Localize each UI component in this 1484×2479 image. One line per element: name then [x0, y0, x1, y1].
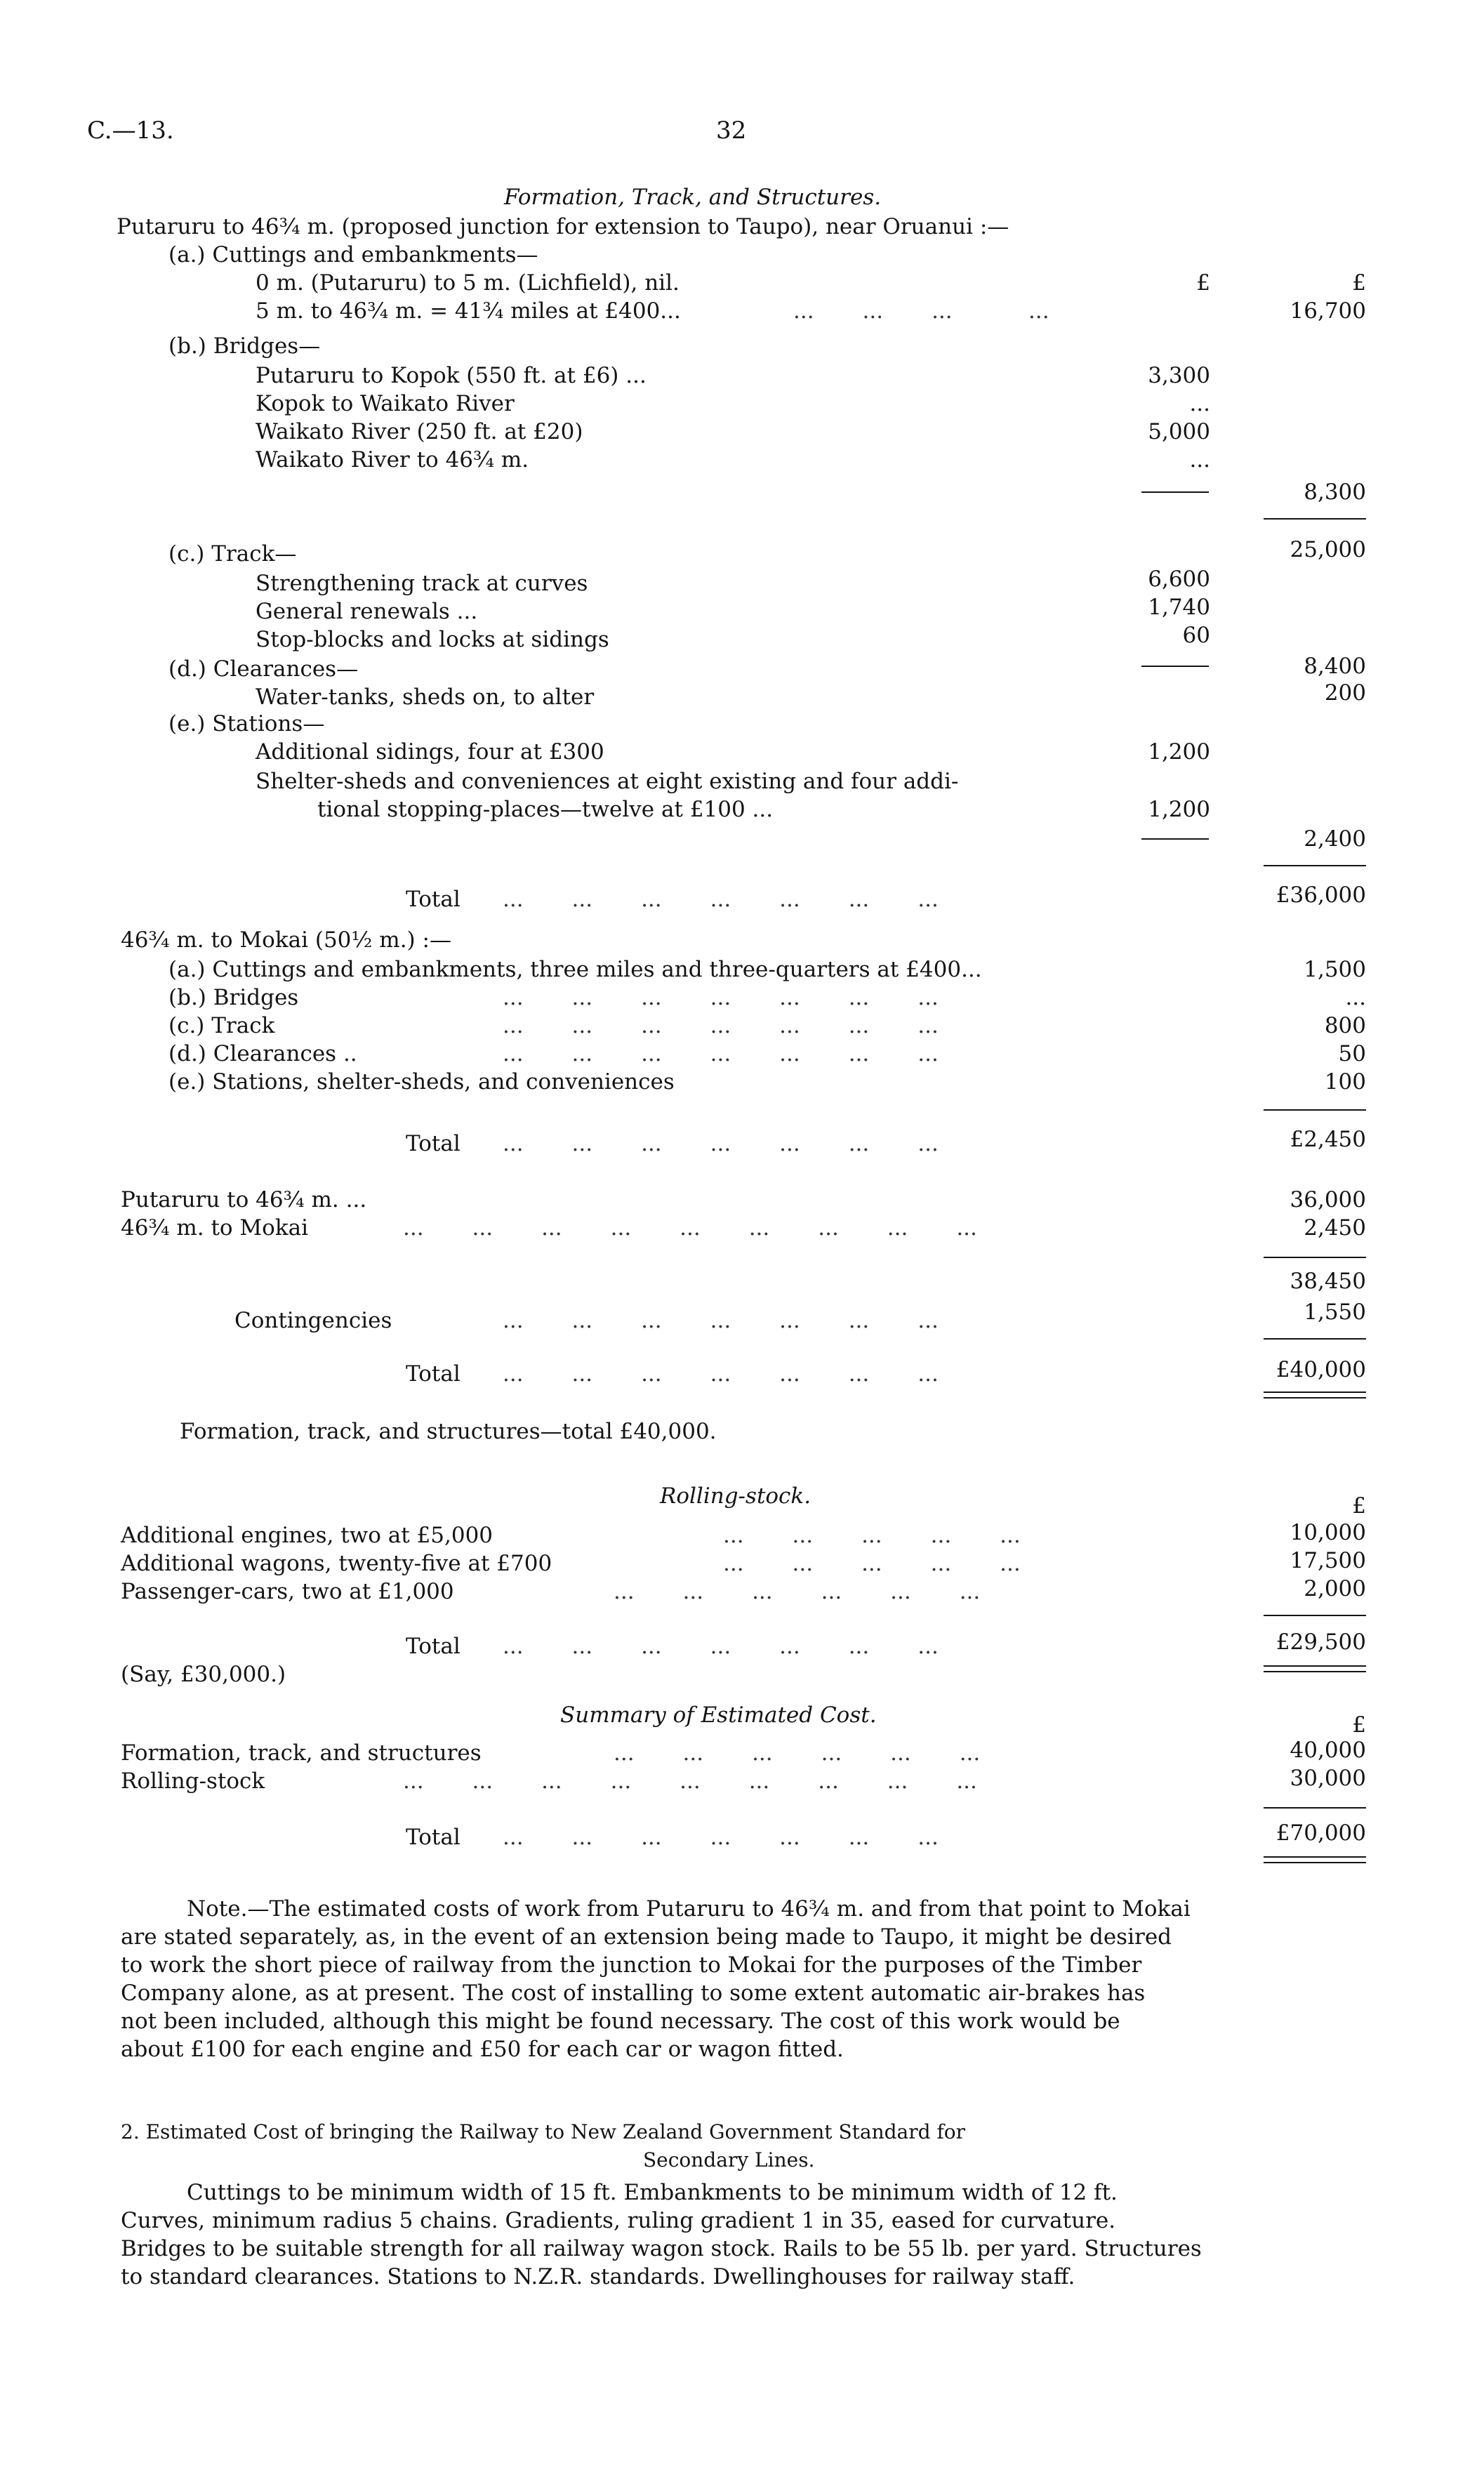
page-number: 32 [716, 117, 747, 145]
rolling-item-2: Additional wagons, twenty-five at £700 [121, 1551, 552, 1576]
bridge-item-3-value: 5,000 [1148, 419, 1210, 444]
section2-heading-line-1: 2. Estimated Cost of bringing the Railway to New Zealand Government Standard for [121, 2120, 966, 2143]
recap-line-1: Putaruru to 46¾ m. ... [121, 1187, 367, 1212]
mokai-item-5: (e.) Stations, shelter-sheds, and conveniences [168, 1069, 675, 1095]
leader-dots: ... ... ... ... ... ... ... ... ... [403, 1769, 977, 1794]
clearances-label: (d.) Clearances— [168, 656, 359, 682]
mokai-item-3-value: 800 [1324, 1013, 1366, 1038]
summary-item-1: Formation, track, and structures [121, 1740, 482, 1766]
recap-sum: 38,450 [1290, 1269, 1366, 1294]
track-item-1: Strengthening track at curves [256, 571, 588, 596]
track-item-3: Stop-blocks and locks at sidings [256, 627, 609, 652]
bridge-item-1-value: 3,300 [1148, 363, 1210, 388]
rule [1264, 518, 1366, 520]
putaruru-heading: Putaruru to 46¾ m. (proposed junction for extension to Taupo), near Oruanui :— [117, 214, 1009, 239]
leader-dots: ... ... ... ... ... ... ... [503, 1634, 939, 1659]
rule [1264, 1856, 1366, 1858]
mokai-item-3: (c.) Track [168, 1013, 275, 1038]
leader-dots: ... ... ... ... ... ... ... [503, 887, 939, 912]
recap-line-2: 46¾ m. to Mokai [121, 1215, 309, 1241]
mokai-item-2-value: ... [1345, 985, 1366, 1010]
rule [1264, 1391, 1366, 1393]
bridges-total: 8,300 [1304, 480, 1366, 505]
track-item-3-value: 60 [1182, 623, 1210, 648]
bridge-item-2-value: ... [1189, 391, 1210, 416]
rule [1264, 1665, 1366, 1667]
mokai-item-5-value: 100 [1324, 1069, 1366, 1095]
leader-dots: ... ... ... ... ... ... [614, 1740, 981, 1766]
recap-line-2-value: 2,450 [1304, 1215, 1366, 1241]
leader-dots: ... ... ... ... ... ... ... ... ... [403, 1215, 977, 1241]
track-item-1-value: 6,600 [1148, 567, 1210, 592]
clearances-item: Water-tanks, sheds on, to alter [256, 685, 595, 710]
stations-label: (e.) Stations— [168, 711, 325, 736]
mokai-total: £2,450 [1290, 1127, 1366, 1152]
mokai-item-1: (a.) Cuttings and embankments, three miles and three-quarters at £400... [168, 957, 982, 982]
rule [1264, 865, 1366, 866]
pound-sign-col2: £ [1352, 270, 1366, 296]
rule [1264, 1109, 1366, 1111]
bridge-item-1: Putaruru to Kopok (550 ft. at £6) ... [256, 363, 647, 388]
stations-total: 2,400 [1304, 826, 1366, 852]
leader-dots: ... ... ... ... ... ... ... [503, 1013, 939, 1038]
pound-sign-col1: £ [1196, 270, 1210, 296]
bridge-item-2: Kopok to Waikato River [256, 391, 515, 416]
recap-total: £40,000 [1276, 1357, 1366, 1382]
stations-item-2b: tional stopping-places—twelve at £100 ... [317, 797, 774, 822]
leader-dots: ... ... ... ... ... ... ... [503, 985, 939, 1010]
stations-item-1-value: 1,200 [1148, 739, 1210, 765]
cuttings-label: (a.) Cuttings and embankments— [168, 242, 538, 267]
mokai-item-4: (d.) Clearances .. [168, 1041, 357, 1066]
note-line-6: about £100 for each engine and £50 for each car or wagon fitted. [121, 2037, 844, 2062]
track-total: 8,400 [1304, 654, 1366, 679]
summary-item-2: Rolling-stock [121, 1769, 265, 1794]
leader-dots: ... ... ... ... ... [723, 1551, 1021, 1576]
leader-dots: ... ... ... ... ... ... ... [503, 1308, 939, 1333]
note-line-1: Note.—The estimated costs of work from Putaruru to 46¾ m. and from that point to Mokai [187, 1896, 1191, 1922]
mokai-heading: 46¾ m. to Mokai (50½ m.) :— [121, 927, 451, 953]
subtotal-ab: 25,000 [1290, 537, 1366, 562]
note-line-4: Company alone, as at present. The cost of installing to some extent automatic air-brakes has [121, 1981, 1146, 2006]
leader-dots: ... ... ... ... ... [723, 1523, 1021, 1548]
section2-heading-line-2: Secondary Lines. [643, 2148, 815, 2171]
rolling-item-2-value: 17,500 [1290, 1548, 1366, 1573]
section2-line-3: Bridges to be suitable strength for all railway wagon stock. Rails to be 55 lb. per yard. Structures [121, 2236, 1202, 2261]
section2-line-1: Cuttings to be minimum width of 15 ft. Embankments to be minimum width of 12 ft. [187, 2180, 1118, 2205]
summary-total: £70,000 [1276, 1820, 1366, 1846]
cuttings-line-2: 5 m. to 46¾ m. = 41¾ miles at £400... [256, 298, 681, 324]
rolling-total-label: Total [406, 1634, 461, 1659]
recap-total-label: Total [406, 1361, 461, 1387]
formation-title: Formation, Track, and Structures. [504, 185, 882, 210]
rule [1264, 1862, 1366, 1863]
stations-item-2a: Shelter-sheds and conveniences at eight existing and four addi- [256, 769, 959, 794]
section2-line-2: Curves, minimum radius 5 chains. Gradients, ruling gradient 1 in 35, eased for curvature. [121, 2208, 1116, 2233]
bridge-item-4-value: ... [1189, 447, 1210, 472]
mokai-item-2: (b.) Bridges [168, 985, 299, 1010]
leader-dots: ... ... ... ... ... ... ... [503, 1361, 939, 1387]
mokai-item-1-value: 1,500 [1304, 957, 1366, 982]
rolling-pound-sign: £ [1352, 1493, 1366, 1519]
summary-total-label: Total [406, 1825, 461, 1850]
mokai-item-4-value: 50 [1338, 1041, 1366, 1066]
leader-dots: ... ... ... ... ... ... ... [503, 1825, 939, 1850]
bridge-item-4: Waikato River to 46¾ m. [256, 447, 529, 472]
cuttings-line-1: 0 m. (Putaruru) to 5 m. (Lichfield), nil. [256, 270, 680, 296]
rolling-item-1: Additional engines, two at £5,000 [121, 1523, 493, 1548]
summary-item-2-value: 30,000 [1290, 1766, 1366, 1791]
track-item-2-value: 1,740 [1148, 595, 1210, 620]
stations-item-1: Additional sidings, four at £300 [256, 739, 604, 765]
leader-dots: ... ... ... ... [793, 298, 1049, 324]
contingencies-label: Contingencies [234, 1308, 392, 1333]
recap-line-1-value: 36,000 [1290, 1187, 1366, 1212]
cuttings-total: 16,700 [1290, 298, 1366, 324]
rolling-say: (Say, £30,000.) [121, 1662, 286, 1687]
mokai-total-label: Total [406, 1131, 461, 1156]
document-reference: C.—13. [87, 117, 174, 145]
rule [1264, 1397, 1366, 1399]
rule [1264, 1338, 1366, 1340]
clearances-total: 200 [1324, 680, 1366, 706]
rolling-stock-title: Rolling-stock. [660, 1483, 811, 1509]
rolling-item-1-value: 10,000 [1290, 1520, 1366, 1545]
formation-total: £36,000 [1276, 882, 1366, 908]
rule [1264, 1615, 1366, 1616]
rolling-item-3: Passenger-cars, two at £1,000 [121, 1579, 454, 1604]
formation-summary-line: Formation, track, and structures—total £40,000. [180, 1419, 717, 1444]
summary-title: Summary of Estimated Cost. [560, 1703, 877, 1728]
leader-dots: ... ... ... ... ... ... ... [503, 1041, 939, 1066]
leader-dots: ... ... ... ... ... ... [614, 1579, 981, 1604]
summary-item-1-value: 40,000 [1290, 1738, 1366, 1763]
rolling-item-3-value: 2,000 [1304, 1576, 1366, 1601]
bridge-item-3: Waikato River (250 ft. at £20) [256, 419, 583, 444]
leader-dots: ... ... ... ... ... ... ... [503, 1131, 939, 1156]
track-item-2: General renewals ... [256, 599, 478, 624]
total-label: Total [406, 887, 461, 912]
contingencies-value: 1,550 [1304, 1300, 1366, 1325]
note-line-2: are stated separately, as, in the event of an extension being made to Taupo, it might be desired [121, 1924, 1172, 1950]
track-label: (c.) Track— [168, 541, 297, 567]
rolling-total: £29,500 [1276, 1629, 1366, 1655]
section2-line-4: to standard clearances. Stations to N.Z.R. standards. Dwellinghouses for railway staff. [121, 2264, 1075, 2289]
rule [1264, 1807, 1366, 1809]
note-line-3: to work the short piece of railway from the junction to Mokai for the purposes of the Timber [121, 1952, 1142, 1978]
rule [1264, 1257, 1366, 1258]
bridges-label: (b.) Bridges— [168, 333, 321, 359]
note-line-5: not been included, although this might be found necessary. The cost of this work would be [121, 2009, 1120, 2034]
rule [1264, 1671, 1366, 1672]
stations-item-2-value: 1,200 [1148, 797, 1210, 822]
summary-pound-sign: £ [1352, 1712, 1366, 1738]
